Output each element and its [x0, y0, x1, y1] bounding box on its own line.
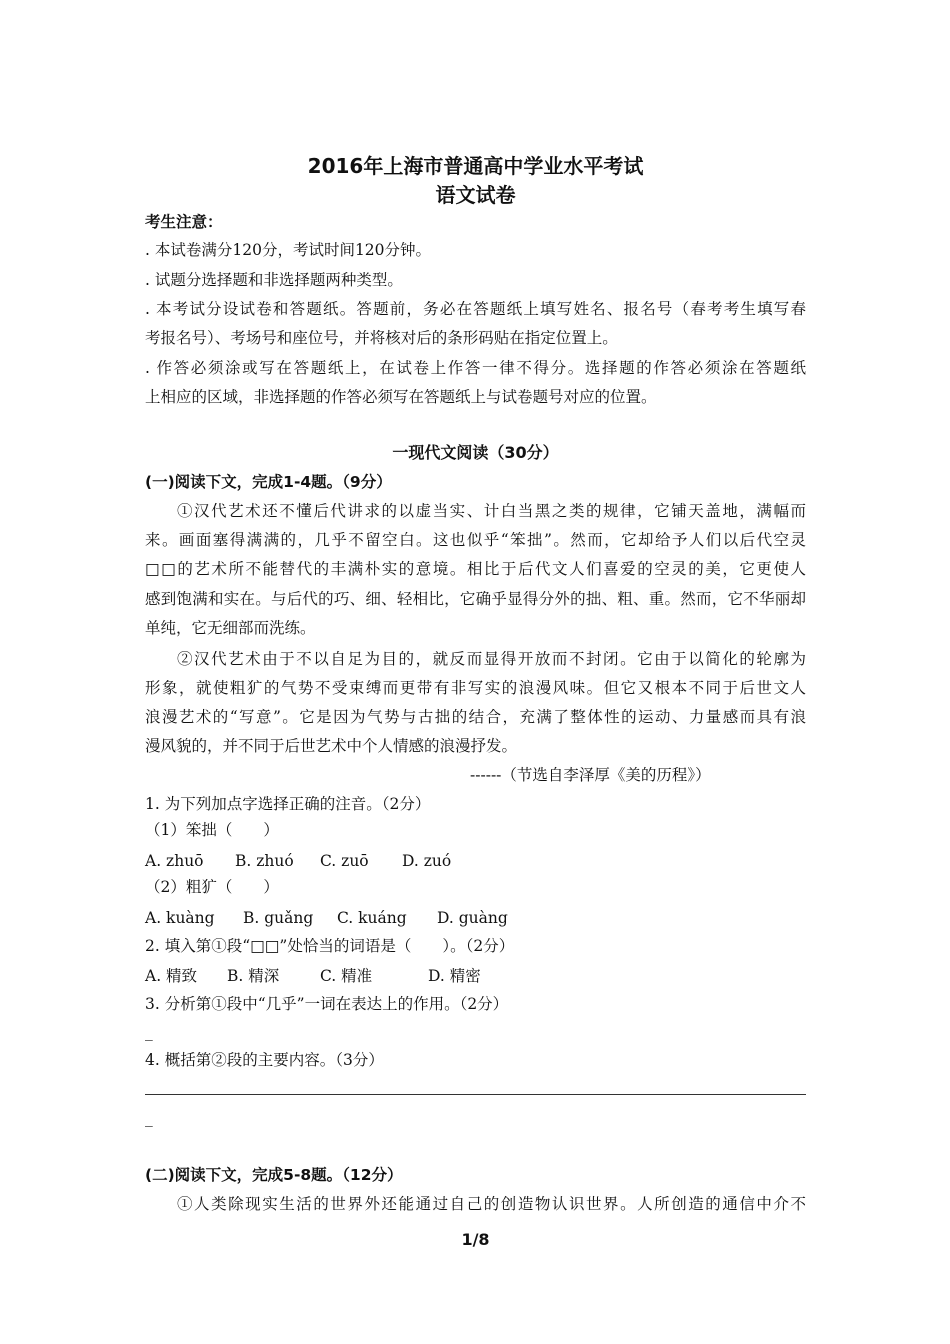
question-1-2: （2）粗犷（ ）	[145, 878, 279, 896]
passage-line: 来。画面塞得满满的，几乎不留空白。这也似乎“笨拙”。然而，它却给予人们以后代空灵	[145, 531, 806, 549]
option-b[interactable]: B. guǎng	[243, 909, 314, 927]
option-c[interactable]: C. kuáng	[337, 909, 407, 927]
notice-item: . 本试卷满分120分，考试时间120分钟。	[145, 241, 432, 259]
section-heading: 一现代文阅读（30分）	[392, 443, 559, 462]
notice-item: . 试题分选择题和非选择题两种类型。	[145, 271, 403, 289]
question-2: 2. 填入第①段“□□”处恰当的词语是（ ）。（2分）	[145, 937, 515, 955]
passage-line: 漫风貌的，并不同于后世艺术中个人情感的浪漫抒发。	[145, 737, 518, 755]
question-3: 3. 分析第①段中“几乎”一词在表达上的作用。（2分）	[145, 995, 509, 1013]
question-1-1: （1）笨拙（ ）	[145, 821, 279, 839]
option-c[interactable]: C. 精准	[320, 967, 373, 985]
notice-item: 上相应的区域，非选择题的作答必须写在答题纸上与试卷题号对应的位置。	[145, 388, 657, 406]
option-b[interactable]: B. zhuó	[235, 852, 294, 870]
notice-item: . 作答必须涂或写在答题纸上，在试卷上作答一律不得分。选择题的作答必须涂在答题纸	[145, 359, 806, 377]
option-a[interactable]: A. zhuō	[145, 852, 204, 870]
option-b[interactable]: B. 精深	[227, 967, 280, 985]
option-d[interactable]: D. 精密	[428, 967, 481, 985]
notice-heading: 考生注意：	[145, 213, 223, 231]
passage-line: 单纯，它无细部而洗练。	[145, 619, 316, 637]
exam-title: 2016年上海市普通高中学业水平考试	[307, 154, 644, 178]
question-1: 1. 为下列加点字选择正确的注音。（2分）	[145, 795, 431, 813]
answer-blank[interactable]: _	[145, 1109, 153, 1127]
option-d[interactable]: D. guàng	[437, 909, 508, 927]
passage-line: 浪漫艺术的“写意”。它是因为气势与古拙的结合，充满了整体性的运动、力量感而具有浪	[145, 708, 806, 726]
notice-item: . 本考试分设试卷和答题纸。答题前，务必在答题纸上填写姓名、报名号（春考考生填写春	[145, 300, 806, 318]
notice-item: 考报名号）、考场号和座位号，并将核对后的条形码贴在指定位置上。	[145, 329, 618, 347]
exam-subtitle: 语文试卷	[435, 183, 516, 207]
passage-line: ①汉代艺术还不懂后代讲求的以虚当实、计白当黑之类的规律，它铺天盖地，满幅而	[177, 502, 806, 520]
answer-blank[interactable]: _	[145, 1023, 153, 1041]
question-4: 4. 概括第②段的主要内容。（3分）	[145, 1051, 384, 1069]
passage-line: 感到饱满和实在。与后代的巧、细、轻相比，它确乎显得分外的拙、粗、重。然而，它不华丽却	[145, 590, 806, 608]
option-d[interactable]: D. zuó	[402, 852, 452, 870]
passage-line: □□的艺术所不能替代的丰满朴实的意境。相比于后代文人们喜爱的空灵的美，它更使人	[145, 560, 806, 578]
option-c[interactable]: C. zuō	[320, 852, 369, 870]
option-a[interactable]: A. kuàng	[145, 909, 215, 927]
option-a[interactable]: A. 精致	[145, 967, 198, 985]
page-number: 1/8	[461, 1230, 490, 1249]
passage-line: ②汉代艺术由于不以自足为目的，就反而显得开放而不封闭。它由于以简化的轮廓为	[177, 650, 806, 668]
passage-source: ------（节选自李泽厚《美的历程》）	[470, 766, 711, 784]
answer-line[interactable]	[145, 1094, 806, 1095]
part1-heading: (一)阅读下文，完成1-4题。（9分）	[145, 473, 392, 491]
passage-line: ①人类除现实生活的世界外还能通过自己的创造物认识世界。人所创造的通信中介不	[177, 1195, 806, 1213]
part2-heading: (二)阅读下文，完成5-8题。（12分）	[145, 1166, 403, 1184]
passage-line: 形象，就使粗犷的气势不受束缚而更带有非写实的浪漫风味。但它又根本不同于后世文人	[145, 679, 806, 697]
